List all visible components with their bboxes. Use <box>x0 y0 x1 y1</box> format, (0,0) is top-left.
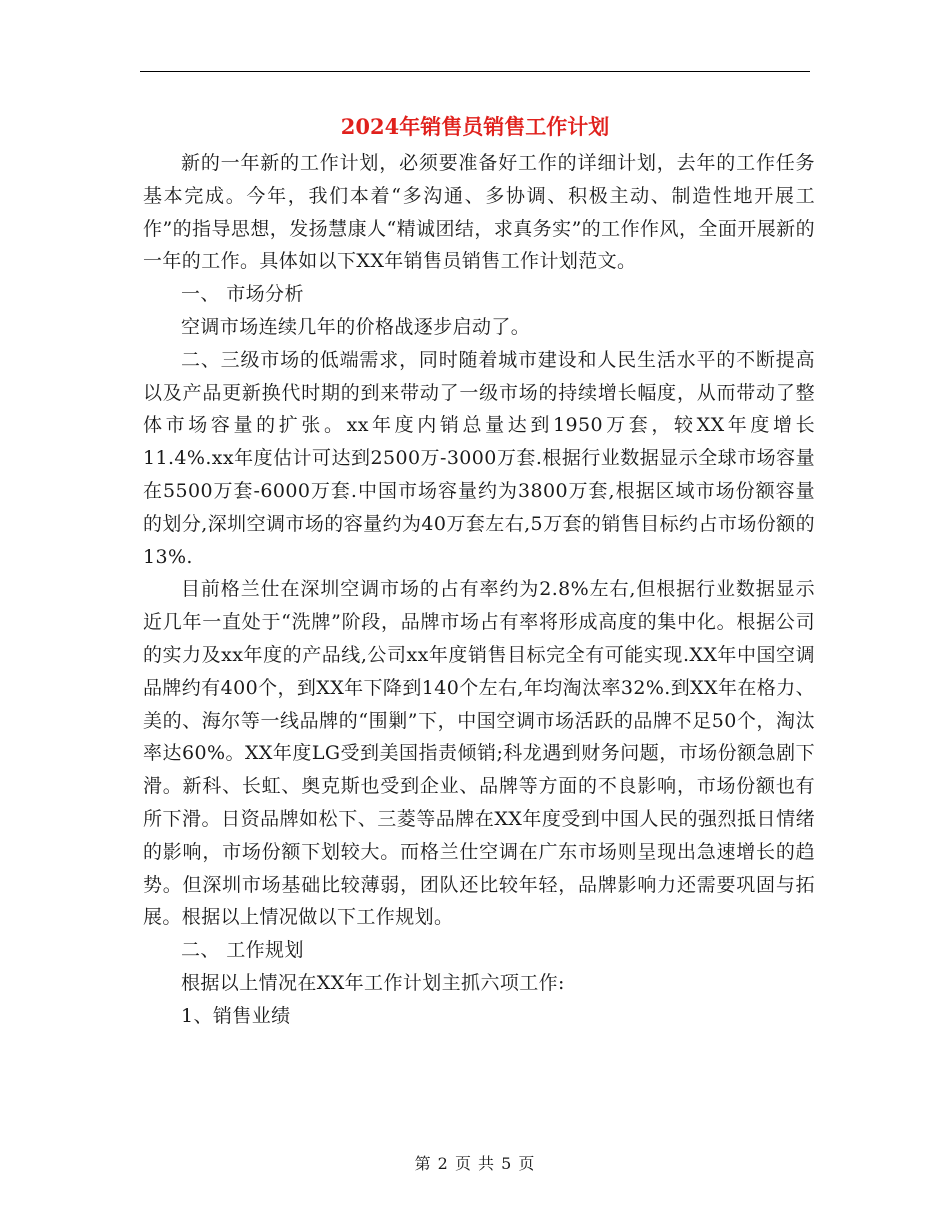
section-heading-work-plan: 二、 工作规划 <box>181 939 304 962</box>
paragraph-market-capacity: 二、三级市场的低端需求，同时随着城市建设和人民生活水平的不断提高以及产品更新换代时期的到来带动了一级市场的持续增长幅度，从而带动了整体市场容量的扩张。xx年度内销总量达到1950万套，较XX年度增长11.4%.xx年度估计可达到2500万-3000万套.根据行业数据显示全球市场容量在5500万套-6000万套.中国市场容量约为3800万套,根据区域市场份额容量的划分,深圳空调市场的容量约为40万套左右,5万套的销售目标约占市场份额的13%. <box>143 348 815 568</box>
paragraph-price-war: 空调市场连续几年的价格战逐步启动了。 <box>181 315 531 338</box>
paragraph-brand-share: 目前格兰仕在深圳空调市场的占有率约为2.8%左右,但根据行业数据显示近几年一直处于“洗牌”阶段，品牌市场占有率将形成高度的集中化。根据公司的实力及xx年度的产品线,公司xx年度销售目标完全有可能实现.XX年中国空调品牌约有400个，到XX年下降到140个左右,年均淘汰率32%.到XX年在格力、美的、海尔等一线品牌的“围剿”下，中国空调市场活跃的品牌不足50个，淘汰率达60%。XX年度LG受到美国指责倾销;科龙遇到财务问题，市场份额急剧下滑。新科、长虹、奥克斯也受到企业、品牌等方面的不良影响，市场份额也有所下滑。日资品牌如松下、三菱等品牌在XX年度受到中国人民的强烈抵日情绪的影响，市场份额下划较大。而格兰仕空调在广东市场则呈现出急速增长的趋势。但深圳市场基础比较薄弱，团队还比较年轻，品牌影响力还需要巩固与拓展。根据以上情况做以下工作规划。 <box>143 578 815 929</box>
paragraph-six-tasks: 根据以上情况在XX年工作计划主抓六项工作: <box>181 971 565 994</box>
section-heading-market-analysis: 一、 市场分析 <box>181 283 304 306</box>
page-number-footer: 第 2 页 共 5 页 <box>414 1154 536 1173</box>
document-body <box>143 147 815 1033</box>
document-title: 2024年销售员销售工作计划 <box>340 114 610 139</box>
paragraph-intro: 新的一年新的工作计划，必须要准备好工作的详细计划，去年的工作任务基本完成。今年，我们本着“多沟通、多协调、积极主动、制造性地开展工作”的指导思想，发扬慧康人“精诚团结，求真务实”的工作作风，全面开展新的一年的工作。具体如以下XX年销售员销售工作计划范文。 <box>143 152 815 273</box>
header-rule <box>140 71 810 72</box>
item-sales-performance: 1、销售业绩 <box>181 1004 291 1027</box>
